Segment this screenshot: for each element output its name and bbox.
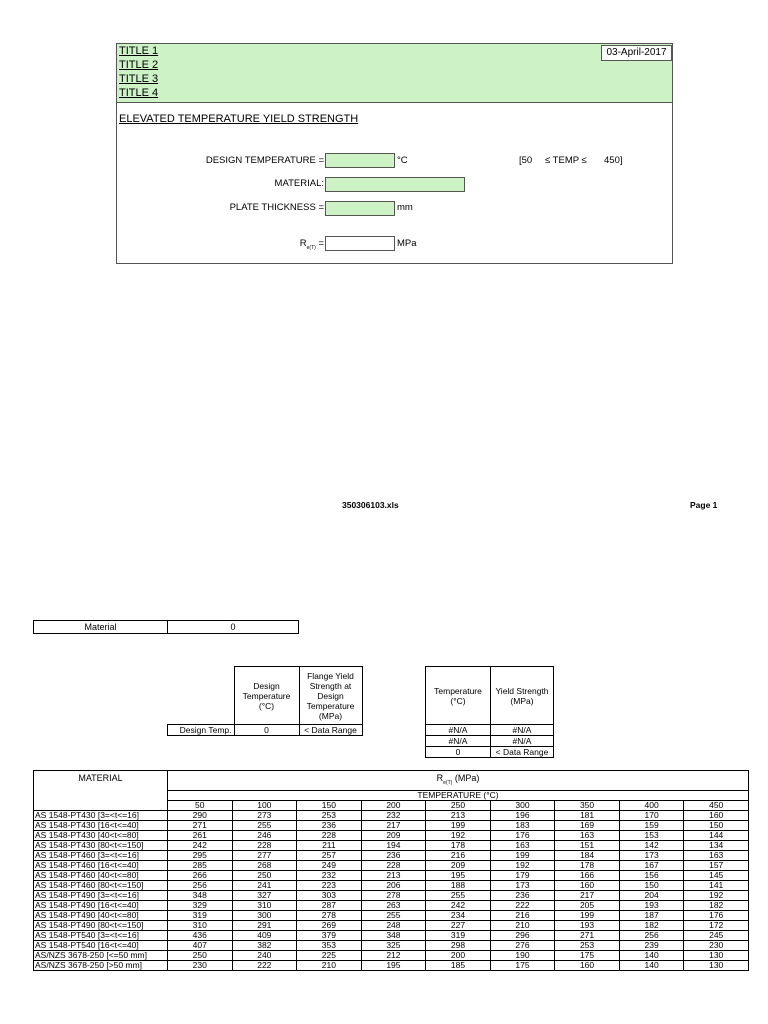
footer-filename: 350306103.xls bbox=[342, 500, 399, 510]
value-cell[interactable]: 228 bbox=[232, 840, 297, 850]
lookup-cell[interactable]: #N/A bbox=[491, 736, 554, 747]
value-cell[interactable]: 236 bbox=[490, 890, 555, 900]
value-cell[interactable]: 172 bbox=[684, 920, 749, 930]
value-cell[interactable]: 134 bbox=[684, 840, 749, 850]
value-cell[interactable]: 199 bbox=[490, 850, 555, 860]
value-cell[interactable]: 182 bbox=[619, 920, 684, 930]
value-cell[interactable]: 300 bbox=[232, 910, 297, 920]
value-cell[interactable]: 178 bbox=[555, 860, 620, 870]
value-cell[interactable]: 187 bbox=[619, 910, 684, 920]
lookup-table bbox=[425, 666, 554, 758]
material-cell[interactable]: AS 1548-PT490 [80<t<=150] bbox=[34, 920, 168, 930]
value-cell[interactable]: 150 bbox=[684, 820, 749, 830]
value-cell[interactable]: 199 bbox=[555, 910, 620, 920]
value-cell[interactable]: 255 bbox=[361, 910, 426, 920]
footer-page: Page 1 bbox=[690, 500, 718, 510]
value-cell[interactable]: 216 bbox=[426, 850, 491, 860]
plate-thickness-label: PLATE THICKNESS = bbox=[229, 202, 324, 213]
material-cell[interactable]: AS 1548-PT460 [80<t<=150] bbox=[34, 880, 168, 890]
design-temp-value[interactable]: 0 bbox=[234, 725, 299, 736]
table-row bbox=[34, 930, 749, 940]
value-cell[interactable]: 153 bbox=[619, 830, 684, 840]
value-cell[interactable]: 248 bbox=[361, 920, 426, 930]
value-cell[interactable]: 232 bbox=[297, 870, 362, 880]
value-cell[interactable]: 263 bbox=[361, 900, 426, 910]
value-cell[interactable]: 163 bbox=[555, 830, 620, 840]
title-1[interactable]: TITLE 1 bbox=[119, 45, 159, 57]
value-cell[interactable]: 256 bbox=[619, 930, 684, 940]
value-cell[interactable]: 290 bbox=[168, 810, 233, 820]
value-cell[interactable]: 250 bbox=[232, 870, 297, 880]
material-row bbox=[33, 620, 299, 634]
value-cell[interactable]: 285 bbox=[168, 860, 233, 870]
table-row bbox=[34, 890, 749, 900]
material-cell[interactable]: AS/NZS 3678-250 [<=50 mm] bbox=[34, 950, 168, 960]
value-cell[interactable]: 266 bbox=[168, 870, 233, 880]
value-cell[interactable]: 255 bbox=[426, 890, 491, 900]
value-cell[interactable]: 192 bbox=[684, 890, 749, 900]
value-cell[interactable]: 195 bbox=[361, 960, 426, 970]
value-cell[interactable]: 175 bbox=[555, 950, 620, 960]
value-cell[interactable]: 178 bbox=[426, 840, 491, 850]
value-cell[interactable]: 199 bbox=[426, 820, 491, 830]
value-cell[interactable]: 176 bbox=[490, 830, 555, 840]
lookup-cell[interactable]: #N/A bbox=[491, 725, 554, 736]
table-body bbox=[34, 810, 749, 970]
value-cell[interactable]: 156 bbox=[619, 870, 684, 880]
material-cell[interactable]: AS 1548-PT430 [16<t<=40] bbox=[34, 820, 168, 830]
table-row bbox=[34, 910, 749, 920]
material-cell[interactable]: AS 1548-PT460 [16<t<=40] bbox=[34, 860, 168, 870]
value-cell[interactable]: 296 bbox=[490, 930, 555, 940]
value-cell[interactable]: 310 bbox=[232, 900, 297, 910]
value-cell[interactable]: 181 bbox=[555, 810, 620, 820]
date-cell[interactable]: 03-April-2017 bbox=[601, 45, 672, 61]
re-header-sub: e(T) bbox=[443, 779, 453, 786]
value-cell[interactable]: 212 bbox=[361, 950, 426, 960]
value-cell[interactable]: 327 bbox=[232, 890, 297, 900]
material-label: MATERIAL: bbox=[274, 178, 324, 189]
value-cell[interactable]: 206 bbox=[361, 880, 426, 890]
value-cell[interactable]: 241 bbox=[232, 880, 297, 890]
lookup-cell[interactable]: #N/A bbox=[426, 725, 491, 736]
temperature-column-header: 450 bbox=[684, 800, 749, 810]
material-row-label: Material bbox=[34, 621, 168, 633]
value-cell[interactable]: 145 bbox=[684, 870, 749, 880]
value-cell[interactable]: 193 bbox=[555, 920, 620, 930]
material-cell[interactable]: AS 1548-PT460 [3=<t<=16] bbox=[34, 850, 168, 860]
lookup-cell[interactable]: 0 bbox=[426, 747, 491, 758]
value-cell[interactable]: 216 bbox=[490, 910, 555, 920]
value-cell[interactable]: 319 bbox=[168, 910, 233, 920]
value-cell[interactable]: 271 bbox=[168, 820, 233, 830]
design-temperature-table bbox=[167, 666, 363, 736]
value-cell[interactable]: 268 bbox=[232, 860, 297, 870]
lookup-yield-header: Yield Strength (MPa) bbox=[491, 667, 554, 725]
table-row bbox=[34, 830, 749, 840]
blank-corner bbox=[168, 667, 235, 725]
value-cell[interactable]: 234 bbox=[426, 910, 491, 920]
value-cell[interactable]: 209 bbox=[361, 830, 426, 840]
material-cell[interactable]: AS 1548-PT430 [40<t<=80] bbox=[34, 830, 168, 840]
value-cell[interactable]: 325 bbox=[361, 940, 426, 950]
table-row bbox=[34, 870, 749, 880]
value-cell[interactable]: 166 bbox=[555, 870, 620, 880]
value-cell[interactable]: 436 bbox=[168, 930, 233, 940]
value-cell[interactable]: 253 bbox=[297, 810, 362, 820]
value-cell[interactable]: 183 bbox=[490, 820, 555, 830]
table-row bbox=[34, 960, 749, 970]
temperature-column-header: 400 bbox=[619, 800, 684, 810]
value-cell[interactable]: 298 bbox=[426, 940, 491, 950]
value-cell[interactable]: 141 bbox=[684, 880, 749, 890]
value-cell[interactable]: 276 bbox=[490, 940, 555, 950]
title-2[interactable]: TITLE 2 bbox=[119, 59, 159, 71]
value-cell[interactable]: 144 bbox=[684, 830, 749, 840]
value-cell[interactable]: 169 bbox=[555, 820, 620, 830]
design-temperature-unit: °C bbox=[397, 155, 408, 166]
table-row bbox=[34, 850, 749, 860]
plate-thickness-unit: mm bbox=[397, 202, 413, 213]
value-cell[interactable]: 130 bbox=[684, 950, 749, 960]
material-row-value[interactable]: 0 bbox=[230, 622, 236, 632]
value-cell[interactable]: 287 bbox=[297, 900, 362, 910]
value-cell[interactable]: 210 bbox=[490, 920, 555, 930]
value-cell[interactable]: 213 bbox=[426, 810, 491, 820]
temperature-header: TEMPERATURE (°C) bbox=[168, 790, 749, 800]
value-cell[interactable]: 130 bbox=[684, 960, 749, 970]
value-cell[interactable]: 291 bbox=[232, 920, 297, 930]
temperature-column-header: 150 bbox=[297, 800, 362, 810]
value-cell[interactable]: 193 bbox=[619, 900, 684, 910]
value-cell[interactable]: 271 bbox=[555, 930, 620, 940]
material-cell[interactable]: AS 1548-PT490 [3=<t<=16] bbox=[34, 890, 168, 900]
value-cell[interactable]: 232 bbox=[361, 810, 426, 820]
material-cell[interactable]: AS 1548-PT430 [3=<t<=16] bbox=[34, 810, 168, 820]
value-cell[interactable]: 230 bbox=[684, 940, 749, 950]
value-cell[interactable]: 192 bbox=[490, 860, 555, 870]
design-temp-row-label: Design Temp. bbox=[168, 725, 235, 736]
value-cell[interactable]: 176 bbox=[684, 910, 749, 920]
value-cell[interactable]: 277 bbox=[232, 850, 297, 860]
material-cell[interactable]: AS 1548-PT540 [3=<t<=16] bbox=[34, 930, 168, 940]
value-cell[interactable]: 192 bbox=[426, 830, 491, 840]
value-cell[interactable]: 190 bbox=[490, 950, 555, 960]
flange-yield-header: Flange Yield Strength at Design Temperature (MPa) bbox=[299, 667, 362, 725]
value-cell[interactable]: 257 bbox=[297, 850, 362, 860]
result-label-main: R bbox=[299, 238, 307, 249]
value-cell[interactable]: 184 bbox=[555, 850, 620, 860]
flange-yield-value[interactable]: < Data Range bbox=[299, 725, 362, 736]
temperature-column-header: 50 bbox=[168, 800, 233, 810]
form-heading: ELEVATED TEMPERATURE YIELD STRENGTH bbox=[119, 113, 359, 125]
table-row bbox=[34, 880, 749, 890]
title-band bbox=[117, 44, 672, 103]
lookup-cell[interactable]: < Data Range bbox=[491, 747, 554, 758]
re-header-unit: (MPa) bbox=[452, 773, 480, 783]
table-row bbox=[34, 840, 749, 850]
value-cell[interactable]: 217 bbox=[555, 890, 620, 900]
value-cell[interactable]: 195 bbox=[426, 870, 491, 880]
value-cell[interactable]: 409 bbox=[232, 930, 297, 940]
value-cell[interactable]: 163 bbox=[490, 840, 555, 850]
value-cell[interactable]: 245 bbox=[684, 930, 749, 940]
table-row bbox=[34, 860, 749, 870]
value-cell[interactable]: 236 bbox=[361, 850, 426, 860]
range-open: [50 bbox=[519, 155, 533, 166]
value-cell[interactable]: 256 bbox=[168, 880, 233, 890]
value-cell[interactable]: 407 bbox=[168, 940, 233, 950]
value-cell[interactable]: 236 bbox=[297, 820, 362, 830]
temperature-column-header: 350 bbox=[555, 800, 620, 810]
value-cell[interactable]: 157 bbox=[684, 860, 749, 870]
value-cell[interactable]: 151 bbox=[555, 840, 620, 850]
value-cell[interactable]: 249 bbox=[297, 860, 362, 870]
value-cell[interactable]: 329 bbox=[168, 900, 233, 910]
value-cell[interactable]: 213 bbox=[361, 870, 426, 880]
material-cell[interactable]: AS 1548-PT540 [16<t<=40] bbox=[34, 940, 168, 950]
value-cell[interactable]: 170 bbox=[619, 810, 684, 820]
value-cell[interactable]: 211 bbox=[297, 840, 362, 850]
temperature-column-header: 250 bbox=[426, 800, 491, 810]
value-cell[interactable]: 295 bbox=[168, 850, 233, 860]
result-label-eq: = bbox=[315, 238, 324, 249]
value-cell[interactable]: 278 bbox=[361, 890, 426, 900]
table-row bbox=[34, 920, 749, 930]
value-cell[interactable]: 173 bbox=[619, 850, 684, 860]
value-cell[interactable]: 227 bbox=[426, 920, 491, 930]
temperature-column-header: 100 bbox=[232, 800, 297, 810]
value-cell[interactable]: 222 bbox=[232, 960, 297, 970]
value-cell[interactable]: 348 bbox=[168, 890, 233, 900]
table-row bbox=[34, 940, 749, 950]
value-cell[interactable]: 303 bbox=[297, 890, 362, 900]
value-cell[interactable]: 222 bbox=[490, 900, 555, 910]
value-cell[interactable]: 278 bbox=[297, 910, 362, 920]
value-cell[interactable]: 200 bbox=[426, 950, 491, 960]
result-output bbox=[325, 236, 395, 251]
table-row bbox=[34, 810, 749, 820]
design-temperature-label: DESIGN TEMPERATURE = bbox=[205, 155, 324, 166]
value-cell[interactable]: 382 bbox=[232, 940, 297, 950]
value-cell[interactable]: 194 bbox=[361, 840, 426, 850]
value-cell[interactable]: 353 bbox=[297, 940, 362, 950]
value-cell[interactable]: 205 bbox=[555, 900, 620, 910]
result-label-sub: e(T) bbox=[306, 244, 316, 251]
value-cell[interactable]: 255 bbox=[232, 820, 297, 830]
value-cell[interactable]: 228 bbox=[297, 830, 362, 840]
value-cell[interactable]: 204 bbox=[619, 890, 684, 900]
result-label bbox=[124, 238, 324, 251]
value-cell[interactable]: 173 bbox=[490, 880, 555, 890]
value-cell[interactable]: 140 bbox=[619, 960, 684, 970]
yield-strength-table bbox=[33, 770, 749, 971]
value-cell[interactable]: 160 bbox=[555, 880, 620, 890]
table-row bbox=[34, 950, 749, 960]
lookup-cell[interactable]: #N/A bbox=[426, 736, 491, 747]
value-cell[interactable]: 163 bbox=[684, 850, 749, 860]
material-cell[interactable]: AS 1548-PT490 [40<t<=80] bbox=[34, 910, 168, 920]
value-cell[interactable]: 310 bbox=[168, 920, 233, 930]
value-cell[interactable]: 230 bbox=[168, 960, 233, 970]
value-cell[interactable]: 185 bbox=[426, 960, 491, 970]
value-cell[interactable]: 246 bbox=[232, 830, 297, 840]
value-cell[interactable]: 150 bbox=[619, 880, 684, 890]
plate-thickness-input[interactable] bbox=[325, 201, 395, 216]
value-cell[interactable]: 196 bbox=[490, 810, 555, 820]
value-cell[interactable]: 179 bbox=[490, 870, 555, 880]
title-4[interactable]: TITLE 4 bbox=[119, 87, 159, 99]
value-cell[interactable]: 142 bbox=[619, 840, 684, 850]
value-cell[interactable]: 253 bbox=[555, 940, 620, 950]
value-cell[interactable]: 348 bbox=[361, 930, 426, 940]
calculation-form bbox=[116, 43, 673, 264]
material-column-header: MATERIAL bbox=[34, 771, 168, 811]
material-input[interactable] bbox=[325, 177, 465, 192]
value-cell[interactable]: 240 bbox=[232, 950, 297, 960]
range-close: 450] bbox=[604, 155, 623, 166]
value-cell[interactable]: 160 bbox=[684, 810, 749, 820]
temperature-column-header: 300 bbox=[490, 800, 555, 810]
value-cell[interactable]: 159 bbox=[619, 820, 684, 830]
value-cell[interactable]: 319 bbox=[426, 930, 491, 940]
value-cell[interactable]: 261 bbox=[168, 830, 233, 840]
value-cell[interactable]: 210 bbox=[297, 960, 362, 970]
result-unit: MPa bbox=[397, 238, 417, 249]
material-cell[interactable]: AS 1548-PT490 [16<t<=40] bbox=[34, 900, 168, 910]
lookup-temperature-header: Temperature (°C) bbox=[426, 667, 491, 725]
value-cell[interactable]: 379 bbox=[297, 930, 362, 940]
temperature-column-header: 200 bbox=[361, 800, 426, 810]
value-cell[interactable]: 167 bbox=[619, 860, 684, 870]
value-cell[interactable]: 223 bbox=[297, 880, 362, 890]
material-cell[interactable]: AS/NZS 3678-250 [>50 mm] bbox=[34, 960, 168, 970]
title-3[interactable]: TITLE 3 bbox=[119, 73, 159, 85]
value-cell[interactable]: 242 bbox=[426, 900, 491, 910]
value-cell[interactable]: 160 bbox=[555, 960, 620, 970]
value-cell[interactable]: 273 bbox=[232, 810, 297, 820]
design-temperature-input[interactable] bbox=[325, 153, 395, 168]
re-header bbox=[168, 771, 749, 791]
value-cell[interactable]: 182 bbox=[684, 900, 749, 910]
design-temp-header: Design Temperature (°C) bbox=[234, 667, 299, 725]
value-cell[interactable]: 140 bbox=[619, 950, 684, 960]
range-condition: ≤ TEMP ≤ bbox=[545, 155, 587, 166]
value-cell[interactable]: 175 bbox=[490, 960, 555, 970]
value-cell[interactable]: 242 bbox=[168, 840, 233, 850]
value-cell[interactable]: 225 bbox=[297, 950, 362, 960]
table-row bbox=[34, 820, 749, 830]
value-cell[interactable]: 209 bbox=[426, 860, 491, 870]
material-cell[interactable]: AS 1548-PT460 [40<t<=80] bbox=[34, 870, 168, 880]
material-cell[interactable]: AS 1548-PT430 [80<t<=150] bbox=[34, 840, 168, 850]
re-header-main: R bbox=[436, 773, 444, 783]
table-row bbox=[34, 900, 749, 910]
value-cell[interactable]: 269 bbox=[297, 920, 362, 930]
value-cell[interactable]: 250 bbox=[168, 950, 233, 960]
value-cell[interactable]: 239 bbox=[619, 940, 684, 950]
value-cell[interactable]: 217 bbox=[361, 820, 426, 830]
value-cell[interactable]: 228 bbox=[361, 860, 426, 870]
value-cell[interactable]: 188 bbox=[426, 880, 491, 890]
